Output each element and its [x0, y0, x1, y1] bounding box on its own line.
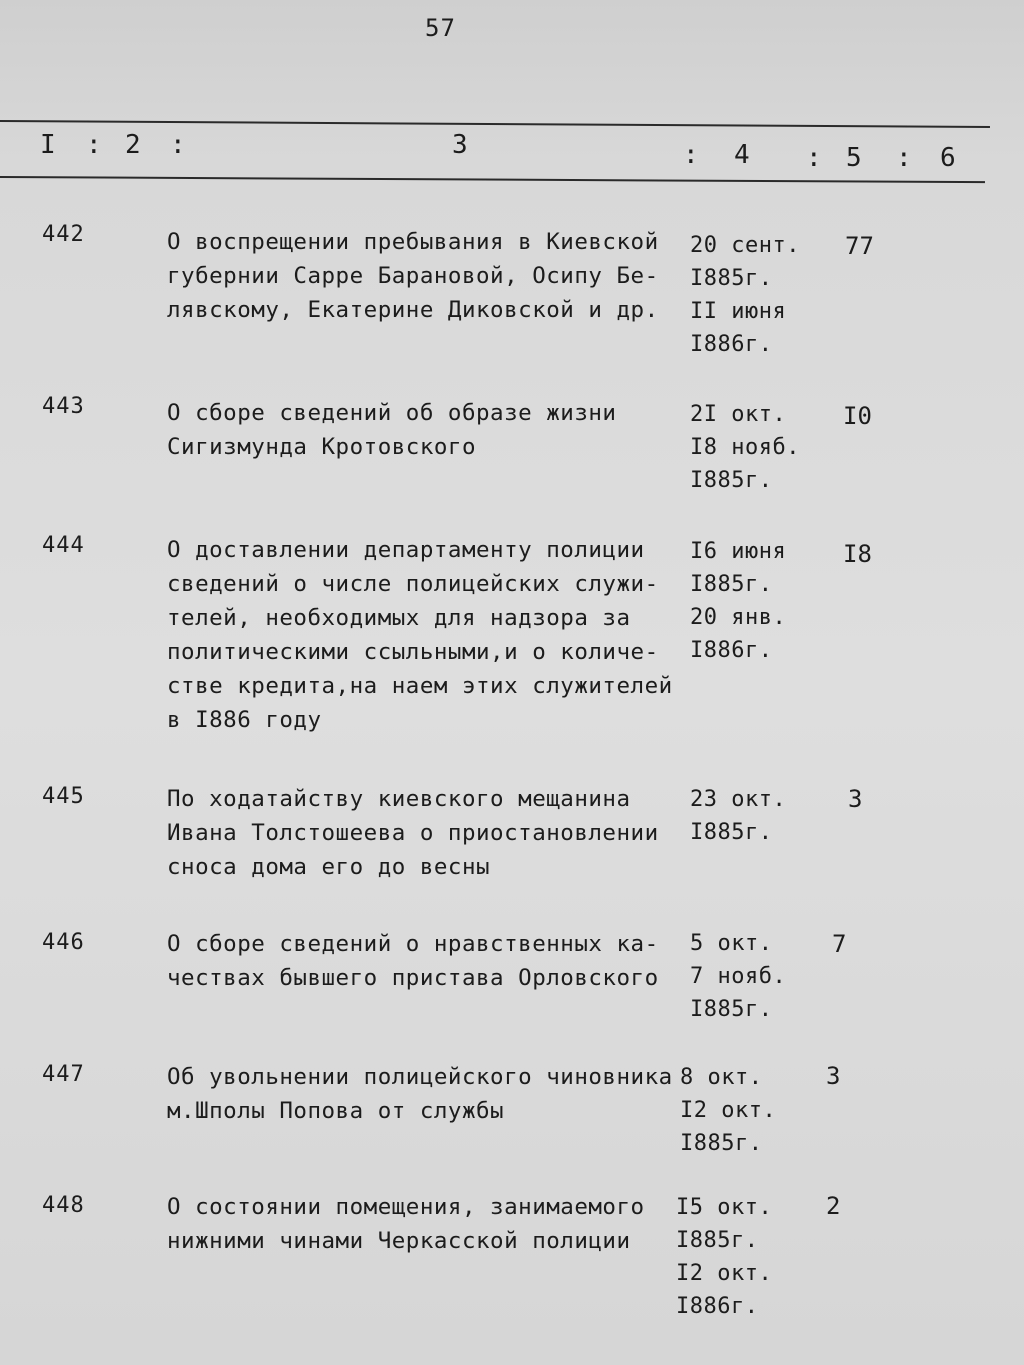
- date-line: I2 окт.: [680, 1098, 777, 1123]
- row-number: 442: [42, 222, 85, 247]
- title-line: сноса дома его до весны: [167, 854, 491, 880]
- date-line: I2 окт.: [676, 1261, 773, 1286]
- column-header-2: 2: [125, 130, 141, 160]
- page-number: 57: [425, 14, 456, 42]
- row-dates: [690, 535, 786, 667]
- title-line: лявскому, Екатерине Диковской и др.: [167, 297, 659, 323]
- date-line: I885г.: [676, 1228, 759, 1253]
- sheet-count: I8: [843, 540, 872, 568]
- title-line: сведений о числе полицейских служи-: [167, 571, 659, 597]
- sheet-count: I0: [843, 402, 872, 430]
- sheet-count: 2: [826, 1192, 841, 1220]
- row-title: [167, 533, 687, 737]
- title-line: чествах бывшего пристава Орловского: [167, 965, 659, 991]
- row-number: 446: [42, 930, 85, 955]
- date-line: I5 окт.: [676, 1195, 773, 1220]
- header-top-rule: [0, 120, 990, 128]
- column-header-1: I: [40, 130, 56, 160]
- column-separator: :: [683, 140, 699, 170]
- date-line: I885г.: [680, 1131, 763, 1156]
- title-line: О сборе сведений об образе жизни: [167, 400, 617, 426]
- date-line: I885г.: [690, 266, 773, 291]
- title-line: Ивана Толстошеева о приостановлении: [167, 820, 659, 846]
- title-line: Об увольнении полицейского чиновника: [167, 1064, 673, 1090]
- title-line: политическими ссыльными,и о количе-: [167, 639, 659, 665]
- date-line: I885г.: [690, 572, 773, 597]
- row-number: 447: [42, 1062, 85, 1087]
- title-line: Сигизмунда Кротовского: [167, 434, 477, 460]
- column-separator: :: [896, 143, 912, 173]
- row-number: 443: [42, 394, 85, 419]
- column-separator: :: [806, 143, 822, 173]
- title-line: телей, необходимых для надзора за: [167, 605, 631, 631]
- row-title: [167, 396, 687, 464]
- row-dates: [676, 1191, 772, 1323]
- column-header-6: 6: [940, 143, 956, 173]
- date-line: I8 нояб.: [690, 435, 800, 460]
- date-line: I6 июня: [690, 539, 787, 564]
- row-number: 445: [42, 784, 85, 809]
- sheet-count: 77: [845, 232, 874, 260]
- title-line: О сборе сведений о нравственных ка-: [167, 931, 659, 957]
- date-line: 23 окт.: [690, 787, 787, 812]
- row-dates: [690, 398, 800, 497]
- column-header-4: 4: [734, 140, 750, 170]
- title-line: нижними чинами Черкасской полиции: [167, 1228, 631, 1254]
- title-line: стве кредита,на наем этих служителей: [167, 673, 673, 699]
- row-number: 448: [42, 1193, 85, 1218]
- row-number: 444: [42, 533, 85, 558]
- title-line: По ходатайству киевского мещанина: [167, 786, 631, 812]
- title-line: О состоянии помещения, занимаемого: [167, 1194, 645, 1220]
- row-dates: [690, 927, 786, 1026]
- date-line: 20 сент.: [690, 233, 800, 258]
- title-line: губернии Сарре Барановой, Осипу Бе-: [167, 263, 659, 289]
- date-line: I885г.: [690, 468, 773, 493]
- column-header-5: 5: [846, 143, 862, 173]
- title-line: О доставлении департаменту полиции: [167, 537, 645, 563]
- column-separator: :: [170, 130, 186, 160]
- row-title: [167, 927, 687, 995]
- date-line: I886г.: [690, 332, 773, 357]
- date-line: 7 нояб.: [690, 964, 787, 989]
- row-dates: [690, 783, 786, 849]
- date-line: I886г.: [690, 638, 773, 663]
- title-line: О воспрещении пребывания в Киевской: [167, 229, 659, 255]
- title-line: в I886 году: [167, 707, 322, 733]
- row-dates: [690, 229, 800, 361]
- row-title: [167, 1190, 687, 1258]
- date-line: II июня: [690, 299, 787, 324]
- header-bottom-rule: [0, 176, 985, 183]
- title-line: м.Шполы Попова от службы: [167, 1098, 505, 1124]
- date-line: 20 янв.: [690, 605, 787, 630]
- column-separator: :: [86, 130, 102, 160]
- date-line: 8 окт.: [680, 1065, 763, 1090]
- date-line: 5 окт.: [690, 931, 773, 956]
- date-line: 2I окт.: [690, 402, 787, 427]
- date-line: I885г.: [690, 820, 773, 845]
- row-dates: [680, 1061, 776, 1160]
- date-line: I885г.: [690, 997, 773, 1022]
- column-header-3: 3: [452, 130, 468, 160]
- sheet-count: 3: [826, 1062, 841, 1090]
- row-title: [167, 782, 687, 884]
- row-title: [167, 1060, 687, 1128]
- row-title: [167, 225, 687, 327]
- sheet-count: 7: [832, 930, 847, 958]
- sheet-count: 3: [848, 785, 863, 813]
- date-line: I886г.: [676, 1294, 759, 1319]
